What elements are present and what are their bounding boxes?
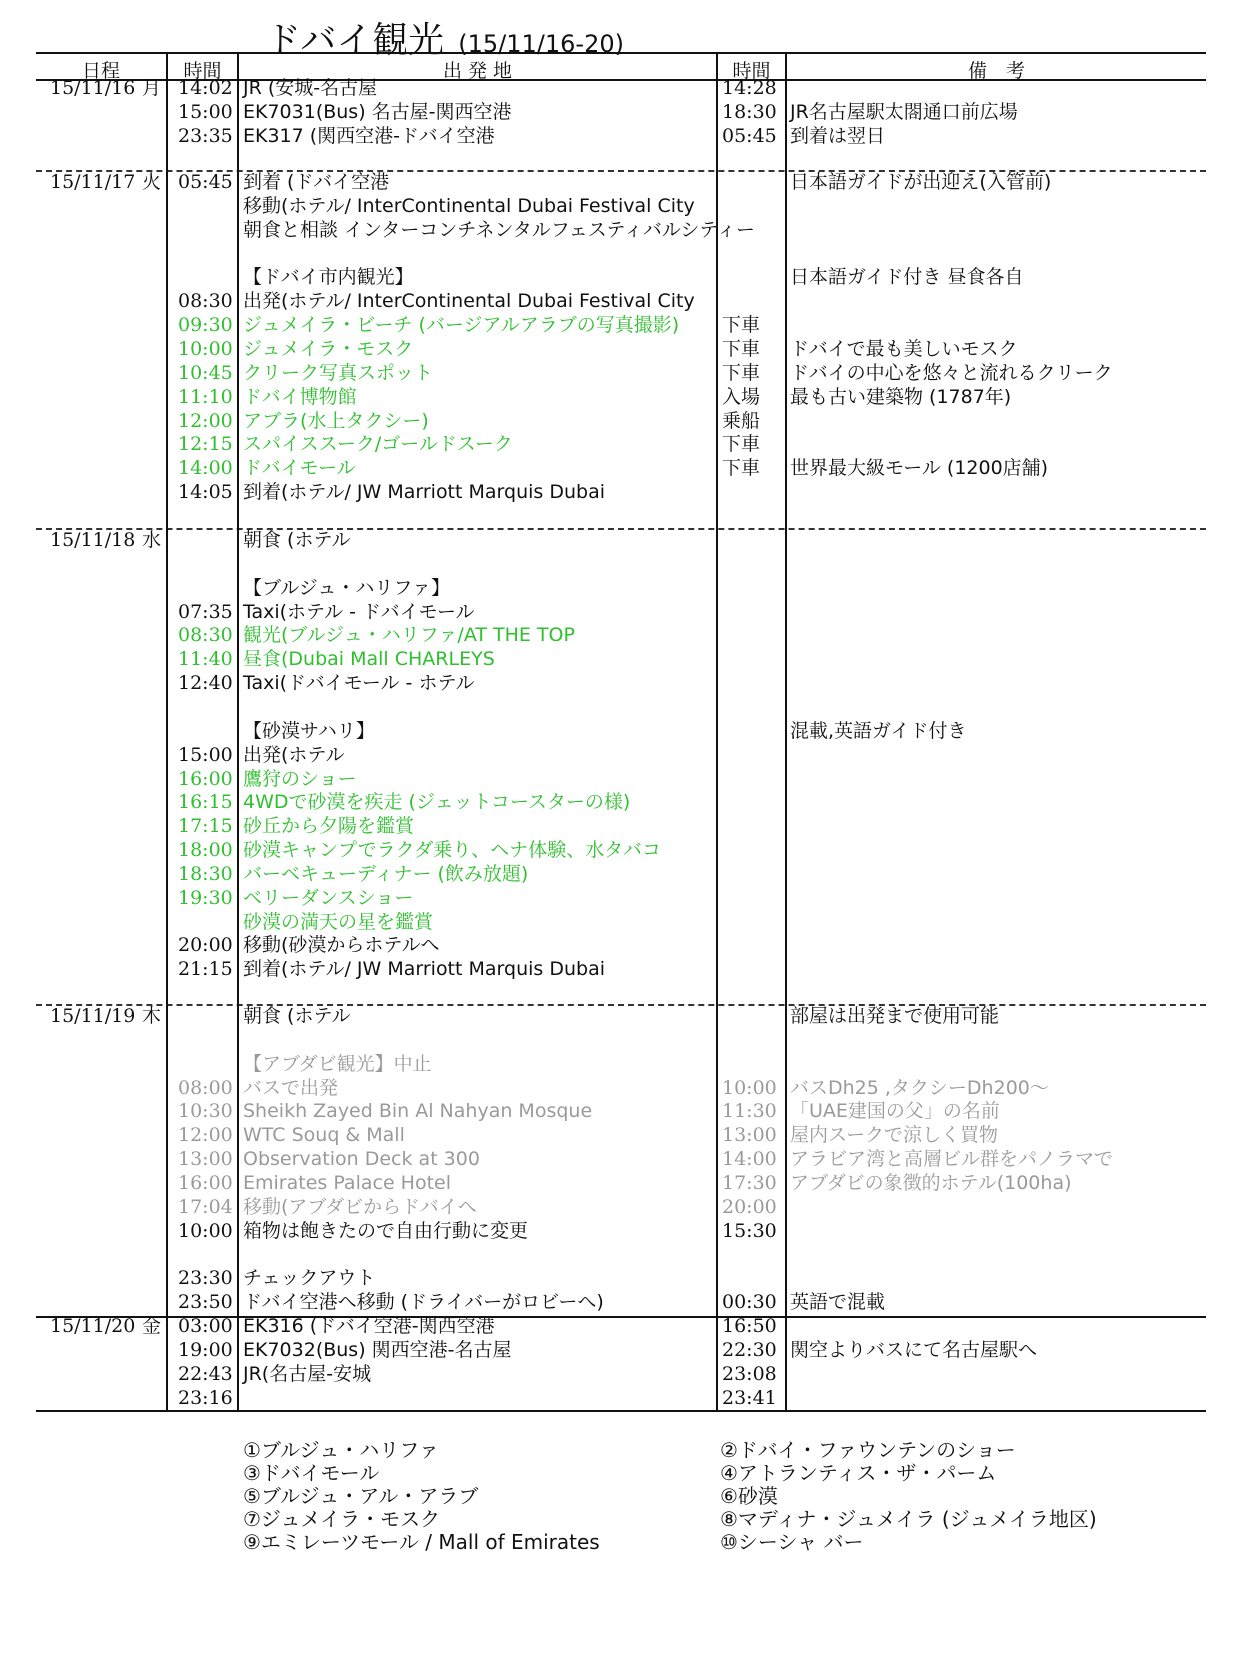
departure-time-cell: 17:04 <box>178 1195 233 1218</box>
column-divider <box>785 52 787 1412</box>
departure-time-cell: 11:40 <box>178 648 233 671</box>
date-cell: 15/11/19 <box>50 1005 136 1027</box>
departure-cell: 鷹狩のショー <box>243 767 357 790</box>
departure-time-cell: 18:00 <box>178 839 233 862</box>
departure-time-cell: 16:00 <box>178 1171 233 1194</box>
arrival-time-cell: 11:30 <box>722 1100 777 1123</box>
departure-time-cell: 15:00 <box>178 100 233 123</box>
arrival-time-cell: 10:00 <box>722 1076 777 1099</box>
departure-cell: Taxi(ドバイモール - ホテル <box>243 672 475 695</box>
departure-cell: チェックアウト <box>243 1267 376 1290</box>
notes-cell: 日本語ガイドが出迎え(入管前) <box>790 171 1052 193</box>
departure-cell: JR (安城-名古屋 <box>243 77 378 99</box>
departure-time-cell: 21:15 <box>178 958 233 981</box>
notes-cell: ドバイの中心を悠々と流れるクリーク <box>790 361 1113 384</box>
arrival-time-cell: 13:00 <box>722 1124 777 1147</box>
departure-time-cell: 22:43 <box>178 1362 233 1385</box>
departure-cell: 到着(ホテル/ JW Marriott Marquis Dubai <box>243 958 605 981</box>
notes-cell: 最も古い建築物 (1787年) <box>790 385 1012 408</box>
departure-time-cell: 14:02 <box>178 77 233 99</box>
departure-time-cell: 19:00 <box>178 1338 233 1361</box>
weekday-cell: 金 <box>142 1315 162 1337</box>
arrival-time-cell: 23:08 <box>722 1362 777 1385</box>
legend-item: ⑦ジュメイラ・モスク <box>243 1507 441 1531</box>
column-divider <box>237 52 239 1412</box>
departure-cell: 【砂漠サハリ】 <box>243 719 375 742</box>
departure-time-cell: 10:00 <box>178 1219 233 1242</box>
legend-item: ④アトランティス・ザ・パーム <box>720 1461 997 1485</box>
weekday-cell: 月 <box>142 77 162 99</box>
notes-cell: 関空よりバスにて名古屋駅へ <box>790 1338 1038 1361</box>
notes-cell: 世界最大級モール (1200店舗) <box>790 457 1049 480</box>
departure-cell: クリーク写真スポット <box>243 361 434 384</box>
date-cell: 15/11/16 <box>50 77 136 99</box>
arrival-time-cell: 14:28 <box>722 77 777 99</box>
departure-cell: 移動(ホテル/ InterContinental Dubai Festival City <box>243 194 695 217</box>
departure-time-cell: 20:00 <box>178 934 233 957</box>
legend-item: ⑩シーシャ バー <box>720 1530 864 1554</box>
departure-time-cell: 14:05 <box>178 481 233 504</box>
departure-cell: 朝食と相談 インターコンチネンタルフェスティバルシティー <box>243 218 755 241</box>
departure-cell: 到着 (ドバイ空港 <box>243 171 390 193</box>
notes-cell: アブダビの象徴的ホテル(100ha) <box>790 1171 1072 1194</box>
departure-time-cell: 23:30 <box>178 1267 233 1290</box>
departure-time-cell: 18:30 <box>178 862 233 885</box>
page-title <box>265 12 624 63</box>
arrival-time-cell: 00:30 <box>722 1291 777 1314</box>
departure-cell: 観光(ブルジュ・ハリファ/AT THE TOP <box>243 624 575 647</box>
departure-cell: Sheikh Zayed Bin Al Nahyan Mosque <box>243 1100 593 1123</box>
departure-cell: Observation Deck at 300 <box>243 1148 480 1171</box>
notes-cell: 英語で混載 <box>790 1291 886 1314</box>
legend-item: ⑧マディナ・ジュメイラ (ジュメイラ地区) <box>720 1507 1097 1531</box>
departure-time-cell: 13:00 <box>178 1148 233 1171</box>
departure-cell: ジュメイラ・ビーチ (バージアルアラブの写真撮影) <box>243 314 680 337</box>
departure-cell: 砂丘から夕陽を鑑賞 <box>243 815 415 838</box>
departure-time-cell: 12:00 <box>178 1124 233 1147</box>
date-cell: 15/11/18 <box>50 529 136 551</box>
legend-item: ⑤ブルジュ・アル・アラブ <box>243 1484 479 1508</box>
departure-time-cell: 03:00 <box>178 1315 233 1337</box>
arrival-time-cell: 下車 <box>722 457 761 480</box>
departure-time-cell: 08:00 <box>178 1076 233 1099</box>
departure-time-cell: 19:30 <box>178 886 233 909</box>
departure-cell: 出発(ホテル <box>243 743 345 766</box>
departure-cell: 4WDで砂漠を疾走 (ジェットコースターの様) <box>243 791 631 814</box>
departure-time-cell: 12:00 <box>178 409 233 432</box>
arrival-time-cell: 17:30 <box>722 1171 777 1194</box>
departure-time-cell: 10:30 <box>178 1100 233 1123</box>
departure-cell: Taxi(ホテル - ドバイモール <box>243 600 475 623</box>
header-time-2: 時間 <box>732 60 771 82</box>
departure-time-cell: 16:00 <box>178 767 233 790</box>
arrival-time-cell: 乗船 <box>722 409 761 432</box>
legend-item: ①ブルジュ・ハリファ <box>243 1438 439 1462</box>
departure-cell: アブラ(水上タクシー) <box>243 409 429 432</box>
departure-cell: ドバイモール <box>243 457 356 480</box>
arrival-time-cell: 入場 <box>722 385 761 408</box>
notes-cell: バスDh25 ,タクシーDh200～ <box>790 1076 1049 1099</box>
departure-cell: 朝食 (ホテル <box>243 529 351 551</box>
date-cell: 15/11/20 <box>50 1315 136 1337</box>
arrival-time-cell: 14:00 <box>722 1148 777 1171</box>
departure-cell: EK7031(Bus) 名古屋-関西空港 <box>243 100 512 123</box>
departure-cell: 【ブルジュ・ハリファ】 <box>243 576 451 599</box>
day-separator <box>36 528 1206 530</box>
arrival-time-cell: 22:30 <box>722 1338 777 1361</box>
departure-cell: Emirates Palace Hotel <box>243 1171 451 1194</box>
departure-cell: EK316 (ドバイ空港-関西空港 <box>243 1315 495 1337</box>
notes-cell: 到着は翌日 <box>790 124 886 147</box>
departure-time-cell: 10:00 <box>178 337 233 360</box>
departure-cell: 出発(ホテル/ InterContinental Dubai Festival City <box>243 290 695 313</box>
date-cell: 15/11/17 <box>50 171 136 193</box>
departure-time-cell: 23:50 <box>178 1291 233 1314</box>
weekday-cell: 水 <box>142 529 162 551</box>
departure-cell: 到着(ホテル/ JW Marriott Marquis Dubai <box>243 481 605 504</box>
departure-cell: ジュメイラ・モスク <box>243 337 414 360</box>
header-time: 時間 <box>183 60 222 82</box>
weekday-cell: 火 <box>142 171 162 193</box>
departure-cell: 砂漠の満天の星を鑑賞 <box>243 910 434 933</box>
notes-cell: アラビア湾と高層ビル群をパノラマで <box>790 1148 1114 1171</box>
notes-cell: 日本語ガイド付き 昼食各自 <box>790 266 1024 289</box>
legend-item: ⑥砂漠 <box>720 1484 778 1508</box>
arrival-time-cell: 05:45 <box>722 124 777 147</box>
departure-cell: EK317 (関西空港-ドバイ空港 <box>243 124 495 147</box>
notes-cell: JR名古屋駅太閤通口前広場 <box>790 100 1018 123</box>
notes-cell: 「UAE建国の父」の名前 <box>790 1100 1000 1123</box>
departure-cell: 移動(アブダビからドバイへ <box>243 1195 477 1218</box>
notes-cell: 屋内スークで涼しく買物 <box>790 1124 999 1147</box>
departure-time-cell: 16:15 <box>178 791 233 814</box>
header-departure: 出 発 地 <box>442 60 513 82</box>
departure-time-cell: 23:16 <box>178 1386 233 1409</box>
legend-item: ⑨エミレーツモール / Mall of Emirates <box>243 1530 600 1554</box>
departure-time-cell: 12:40 <box>178 672 233 695</box>
departure-cell: 砂漠キャンプでラクダ乗り、ヘナ体験、水タバコ <box>243 839 662 862</box>
table-top-border <box>36 52 1206 54</box>
notes-cell: ドバイで最も美しいモスク <box>790 337 1018 360</box>
departure-cell: ドバイ博物館 <box>243 385 357 408</box>
departure-time-cell: 08:30 <box>178 290 233 313</box>
arrival-time-cell: 下車 <box>722 433 761 456</box>
arrival-time-cell: 16:50 <box>722 1315 777 1337</box>
departure-cell: JR(名古屋-安城 <box>243 1362 372 1385</box>
weekday-cell: 木 <box>142 1005 162 1027</box>
title-date-range: (15/11/16-20) <box>458 30 624 58</box>
departure-cell: スパイススーク/ゴールドスーク <box>243 433 513 456</box>
departure-cell: WTC Souq & Mall <box>243 1124 405 1147</box>
departure-cell: 【ドバイ市内観光】 <box>243 266 414 289</box>
departure-cell: 【アブダビ観光】中止 <box>243 1052 432 1075</box>
arrival-time-cell: 20:00 <box>722 1195 777 1218</box>
departure-time-cell: 17:15 <box>178 815 233 838</box>
departure-cell: バスで出発 <box>243 1076 339 1099</box>
column-divider <box>166 52 168 1412</box>
departure-cell: 箱物は飽きたので自由行動に変更 <box>243 1219 529 1242</box>
arrival-time-cell: 15:30 <box>722 1219 777 1242</box>
day-separator <box>36 1004 1206 1006</box>
departure-cell: EK7032(Bus) 関西空港-名古屋 <box>243 1338 512 1361</box>
arrival-time-cell: 23:41 <box>722 1386 777 1409</box>
departure-time-cell: 07:35 <box>178 600 233 623</box>
departure-cell: 朝食 (ホテル <box>243 1005 351 1027</box>
departure-cell: ベリーダンスショー <box>243 886 414 909</box>
header-notes: 備 考 <box>967 60 1025 82</box>
departure-time-cell: 14:00 <box>178 457 233 480</box>
departure-time-cell: 23:35 <box>178 124 233 147</box>
departure-time-cell: 10:45 <box>178 361 233 384</box>
notes-cell: 混載,英語ガイド付き <box>790 719 967 742</box>
departure-time-cell: 12:15 <box>178 433 233 456</box>
notes-cell: 部屋は出発まで使用可能 <box>790 1005 1000 1027</box>
departure-cell: ドバイ空港へ移動 (ドライバーがロビーへ) <box>243 1291 604 1314</box>
arrival-time-cell: 下車 <box>722 337 761 360</box>
departure-time-cell: 08:30 <box>178 624 233 647</box>
arrival-time-cell: 下車 <box>722 361 761 384</box>
title-text: ドバイ観光 <box>265 20 445 61</box>
departure-time-cell: 09:30 <box>178 314 233 337</box>
departure-time-cell: 11:10 <box>178 385 233 408</box>
departure-cell: 昼食(Dubai Mall CHARLEYS <box>243 648 495 671</box>
arrival-time-cell: 18:30 <box>722 100 777 123</box>
departure-cell: バーベキューディナー (飲み放題) <box>243 862 529 885</box>
legend-item: ②ドバイ・ファウンテンのショー <box>720 1438 1016 1462</box>
departure-cell: 移動(砂漠からホテルへ <box>243 934 440 957</box>
departure-time-cell: 15:00 <box>178 743 233 766</box>
column-divider <box>716 52 718 1412</box>
arrival-time-cell: 下車 <box>722 314 761 337</box>
header-date: 日程 <box>81 60 120 82</box>
departure-time-cell: 05:45 <box>178 171 233 193</box>
legend-item: ③ドバイモール <box>243 1461 380 1485</box>
